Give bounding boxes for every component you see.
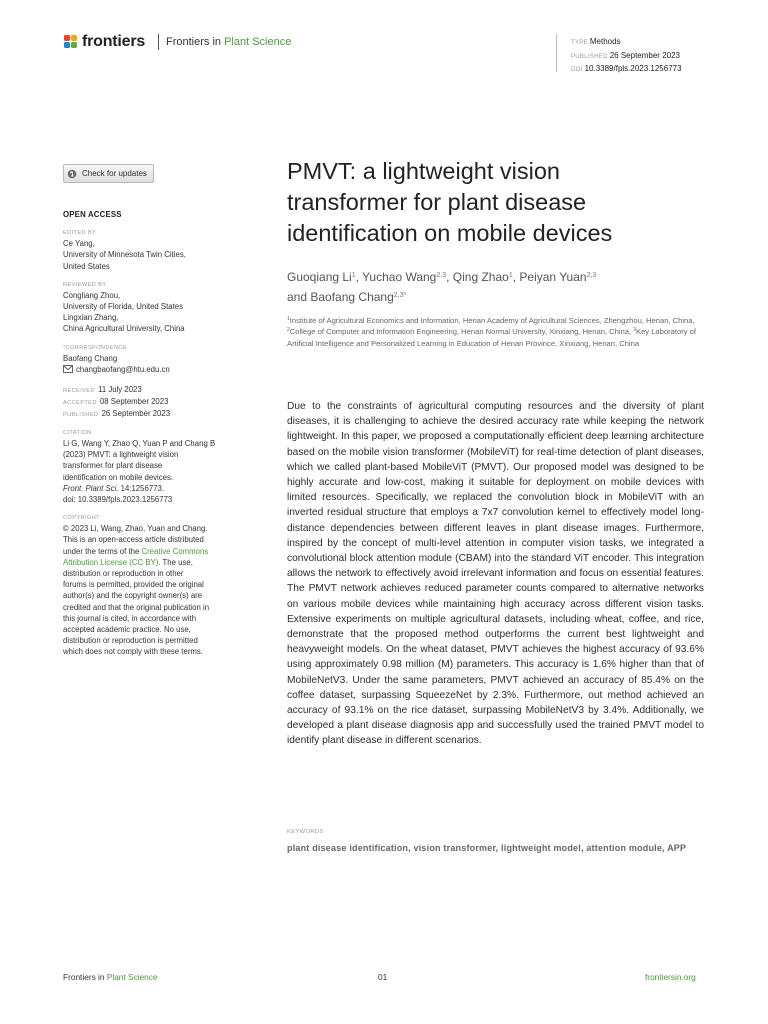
journal-name[interactable] — [166, 36, 291, 48]
author-affiliation-sup: 2,3 — [436, 272, 447, 279]
logo-wordmark: frontiers — [82, 33, 146, 50]
citation-journal: Front. Plant Sci. — [63, 483, 119, 493]
author-separator: , — [446, 270, 453, 284]
reviewed-by-line: Lingxian Zhang, — [63, 313, 119, 323]
reviewed-by-section — [63, 281, 243, 335]
affiliation-text: Key Laboratory of Artificial Intelligence and Personalized Learning in Education of Henan Province, Xinxiang, Henan, China — [287, 327, 696, 348]
citation-volume: 14:1256773. — [118, 483, 164, 493]
meta-published — [571, 50, 682, 64]
reviewed-by-label: REVIEWED BY — [63, 281, 107, 288]
copyright-pre-link: under the terms of the — [63, 546, 142, 556]
copyright-line — [63, 557, 243, 568]
meta-doi-label: DOI — [571, 67, 583, 73]
author-name[interactable]: Peiyan Yuan — [519, 270, 587, 284]
affiliations — [287, 315, 704, 349]
affiliation-sup: 1 — [287, 316, 290, 322]
copyright-line: This is an open-access article distributed — [63, 535, 204, 545]
citation-line: (2023) PMVT: a lightweight vision — [63, 450, 179, 460]
edited-by-line: Ce Yang, — [63, 239, 95, 249]
open-access-label: OPEN ACCESS — [63, 210, 122, 219]
page-number: 01 — [378, 972, 388, 982]
copyright-line: credited and that the original publication in — [63, 602, 210, 612]
affiliation-sup: 3 — [633, 327, 637, 334]
citation-line: identification on mobile devices. — [63, 472, 174, 482]
footer-journal-name: Plant Science — [106, 972, 158, 982]
dates-section — [63, 384, 243, 420]
published-date: 26 September 2023 — [101, 409, 171, 419]
cc-license-link-continued[interactable]: Attribution License (CC BY). — [63, 557, 161, 567]
meta-type — [571, 36, 682, 50]
meta-type-value: Methods — [589, 37, 621, 46]
author-separator: , — [355, 270, 363, 284]
citation-label: CITATION — [63, 430, 92, 437]
author-line — [287, 267, 704, 287]
edited-by-label: EDITED BY — [63, 230, 97, 237]
frontiers-mark-icon — [63, 34, 79, 50]
envelope-icon — [63, 365, 73, 373]
author-name[interactable]: Yuchao Wang — [362, 270, 437, 284]
citation-journal-line — [63, 483, 243, 494]
citation-doi[interactable]: doi: 10.3389/fpls.2023.1256773 — [63, 495, 173, 505]
footer-site-link[interactable]: frontiersin.org — [645, 972, 696, 982]
title-line: PMVT: a lightweight vision — [287, 158, 560, 184]
citation-section — [63, 429, 243, 505]
keywords-label: KEYWORDS — [287, 829, 324, 835]
copyright-line: accepted academic practice. No use, — [63, 625, 191, 635]
copyright-line: distribution or reproduction in other — [63, 569, 184, 579]
author-separator: , — [512, 270, 520, 284]
cc-license-link[interactable]: Creative Commons — [141, 546, 209, 556]
author-list — [287, 267, 704, 307]
affiliation-text: College of Computer and Information Engineering, Henan Normal University, Xinxiang, Henan, China, — [289, 327, 634, 337]
correspondence-name: Baofang Chang — [63, 353, 118, 363]
abstract: Due to the constraints of agricultural computing resources and the diversity of plant diseases, it is challenging to achieve the desired accuracy rate while keeping the network lightweight. In this paper, we proposed a computationally efficient deep learning architecture based on the mobile vision transformer (MobileViT) for real-time detection of plant diseases, which we called plant-based MobileViT (PMVT). Our proposed model was designed to be highly accurate and low-cost, making it suitable for deployment on mobile devices with limited resources. Specifically, we replaced the convolution block in MobileViT with an inverted residual structure that employs a 7x7 convolution kernel to effectively model long-distance dependencies between different leaves in plant disease images. Furthermore, inspired by the concept of multi-level attention in computer vision tasks, we integrated a convolutional block attention module (CBAM) into the standard ViT encoder. This integration allows the network to effectively avoid irrelevant information and focus on essential features. The PMVT network achieves reduced parameter counts compared to alternative networks on various mobile devices while maintaining high accuracy across different vision tasks. Extensive experiments on multiple agricultural datasets, including wheat, coffee, and rice, demonstrate that the proposed method outperforms the current best lightweight and heavyweight models. On the wheat dataset, PMVT achieves the highest accuracy of 93.6% using approximately 0.98 million (M) parameters. This accuracy is 1.6% higher than that of MobileNetV3. Under the same parameters, PMVT achieved an accuracy of 85.4% on the coffee dataset, surpassing SqueezeNet by 2.3%. Furthermore, out method achieved an accuracy of 93.1% on the rice dataset, surpassing MobileNetV3 by 3.4%. Additionally, we developed a plant disease diagnosis app and successfully used the trained PMVT model to identify plant disease in different scenarios. — [287, 401, 704, 747]
meta-published-value: 26 September 2023 — [609, 50, 680, 60]
copyright-label: COPYRIGHT — [63, 515, 100, 522]
reviewed-by-line: University of Florida, United States — [63, 302, 184, 312]
accepted-date: 08 September 2023 — [99, 397, 169, 407]
frontiers-logo[interactable] — [63, 33, 145, 51]
meta-doi-value[interactable]: 10.3389/fpls.2023.1256773 — [584, 64, 682, 73]
copyright-line: forums is permitted, provided the original — [63, 580, 204, 590]
received-label: RECEIVED — [63, 388, 95, 395]
title-line: identification on mobile devices — [287, 220, 613, 246]
meta-rule — [556, 34, 557, 72]
article-title — [287, 156, 704, 249]
received-date: 11 July 2023 — [98, 385, 142, 395]
check-updates-icon — [67, 169, 77, 179]
reviewed-by-line: China Agricultural University, China — [63, 324, 185, 334]
reviewed-by-line: Congliang Zhou, — [63, 290, 121, 300]
correspondence-label: *CORRESPONDENCE — [63, 344, 128, 351]
meta-published-label: PUBLISHED — [571, 53, 608, 60]
header-divider — [158, 34, 159, 50]
published-label: PUBLISHED — [63, 412, 99, 419]
accepted-label: ACCEPTED — [63, 400, 97, 407]
edited-by-section — [63, 229, 243, 272]
published-row — [63, 408, 243, 420]
accepted-row — [63, 396, 243, 408]
copyright-post-link: The use, — [160, 557, 193, 567]
check-for-updates-button[interactable] — [63, 164, 154, 183]
keywords: plant disease identification, vision transformer, lightweight model, attention module, APP — [287, 843, 687, 853]
author-affiliation-sup: 1 — [508, 272, 513, 279]
author-name[interactable]: Guoqiang Li — [287, 270, 352, 284]
check-updates-label: Check for updates — [82, 168, 147, 178]
affiliation-sup: 2 — [287, 327, 290, 334]
author-affiliation-sup: 2,3 — [586, 272, 597, 279]
author-affiliation-sup: 1 — [351, 272, 356, 279]
copyright-line: © 2023 Li, Wang, Zhao, Yuan and Chang. — [63, 524, 208, 534]
copyright-line: author(s) and the copyright owner(s) are — [63, 591, 203, 601]
edited-by-line: University of Minnesota Twin Cities, — [63, 250, 186, 260]
meta-doi — [571, 63, 682, 77]
copyright-section — [63, 514, 243, 657]
edited-by-line: United States — [63, 261, 110, 271]
received-row — [63, 384, 243, 396]
title-line: transformer for plant disease — [287, 189, 587, 215]
copyright-line: distribution or reproduction is permitted — [63, 636, 198, 646]
article-sidebar — [63, 164, 243, 658]
author-affiliation-sup: 2,3* — [393, 292, 407, 299]
correspondence-email-row[interactable] — [63, 364, 243, 375]
correspondence-email[interactable]: changbaofang@htu.edu.cn — [76, 364, 170, 374]
copyright-line: which does not comply with these terms. — [63, 647, 203, 657]
footer-journal-prefix: Frontiers in — [63, 972, 105, 982]
copyright-line — [63, 546, 243, 557]
article-meta — [571, 36, 682, 77]
citation-line: transformer for plant disease — [63, 461, 163, 471]
journal-prefix: Frontiers in — [166, 36, 222, 48]
affiliation-text: Institute of Agricultural Economics and Information, Henan Academy of Agricultural Sciences, Zhengzhou, Henan, China, — [289, 316, 695, 325]
citation-line: Li G, Wang Y, Zhao Q, Yuan P and Chang B — [63, 439, 216, 449]
author-line — [287, 287, 704, 307]
footer-journal — [63, 972, 158, 982]
copyright-line: this journal is cited, in accordance with — [63, 613, 197, 623]
meta-type-label: TYPE — [571, 40, 588, 46]
author-name[interactable]: Qing Zhao — [452, 270, 509, 284]
correspondence-section — [63, 344, 243, 375]
journal-title: Plant Science — [224, 36, 292, 48]
author-name[interactable]: and Baofang Chang — [287, 290, 394, 304]
